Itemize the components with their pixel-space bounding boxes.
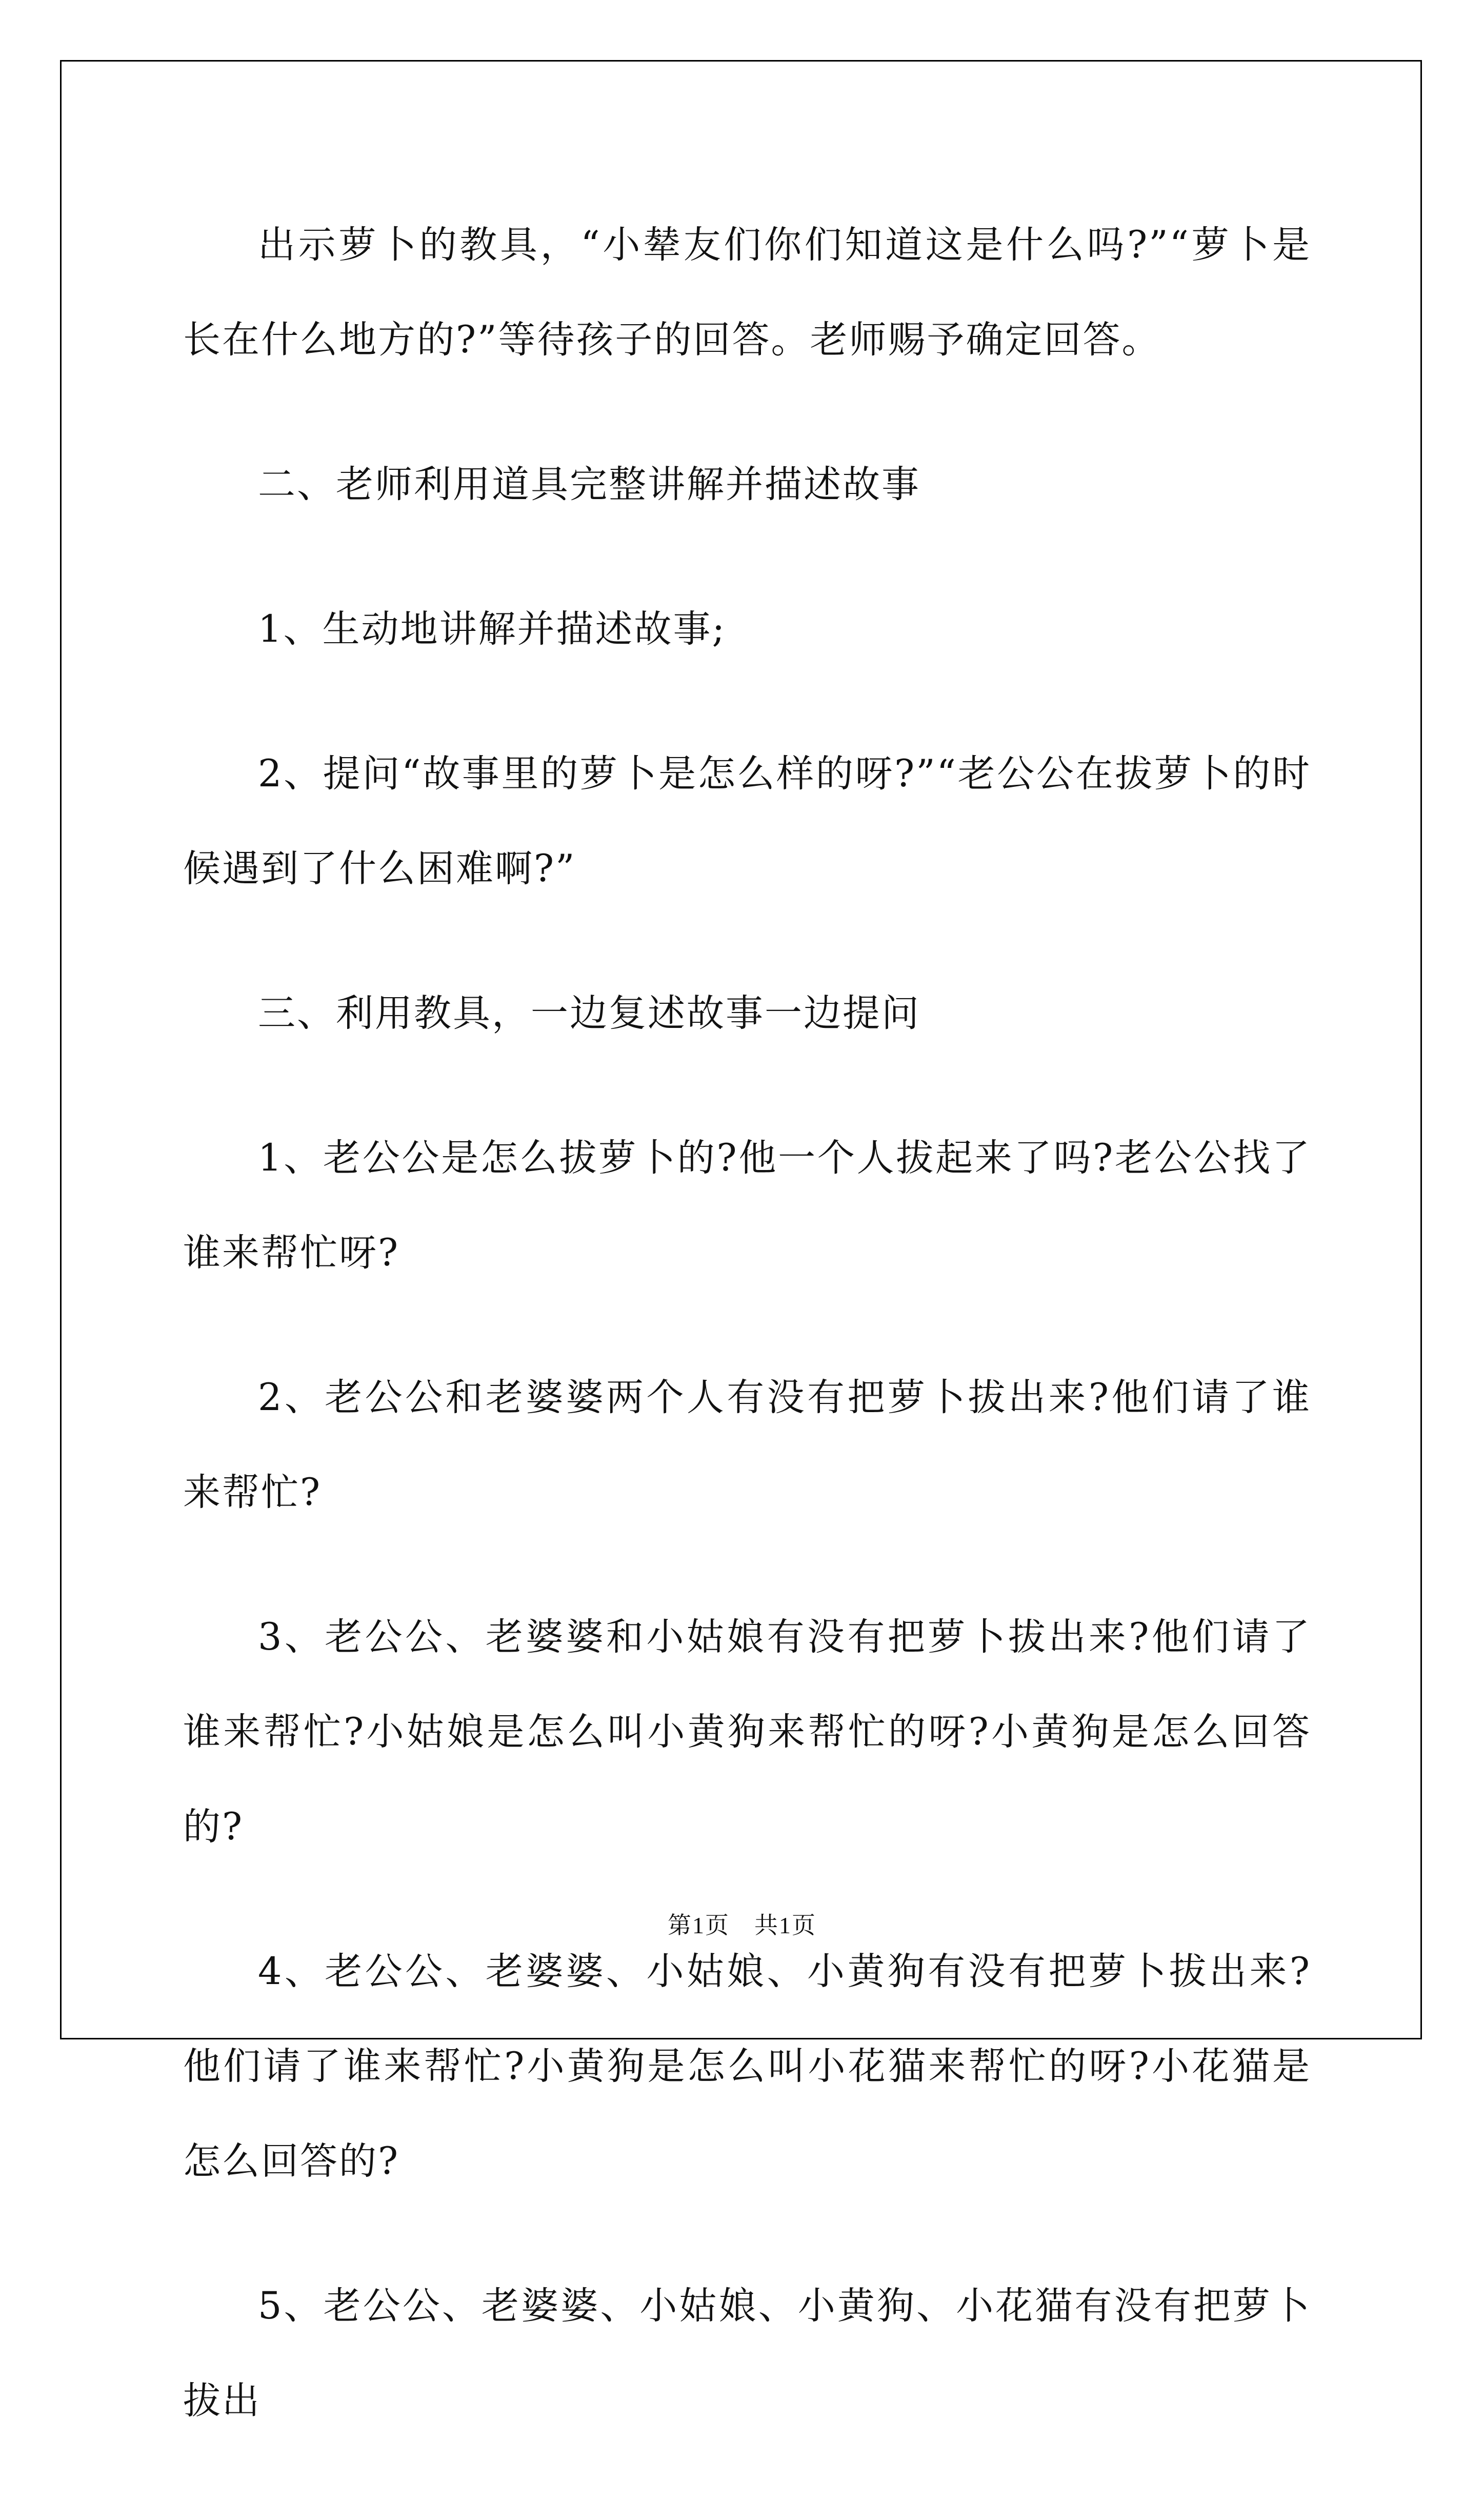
paragraph: 2、提问“故事里的萝卜是怎么样的呀?”“老公公在拔萝卜的时候遇到了什么困难啊?” [183, 752, 1311, 890]
page-number-footer: 第1页 共1页 [668, 1912, 816, 1938]
section-heading: 三、利用教具，一边复述故事一边提问 [258, 992, 920, 1035]
paragraph: 4、老公公、老婆婆、小姑娘、小黄狗有没有把萝卜拔出来?他们请了谁来帮忙?小黄狗是怎么叫小花猫来帮忙的呀?小花猫是怎么回答的? [183, 1950, 1311, 2183]
section-heading: 二、老师利用道具完整讲解并描述故事 [258, 463, 920, 506]
paragraph: 5、老公公、老婆婆、小姑娘、小黄狗、小花猫有没有把萝卜拔出 [183, 2284, 1311, 2423]
paragraph: 1、生动地讲解并描述故事; [258, 607, 727, 651]
paragraph: 1、老公公是怎么拔萝卜的?他一个人拔起来了吗?老公公找了谁来帮忙呀? [183, 1136, 1311, 1275]
paragraph: 2、老公公和老婆婆两个人有没有把萝卜拔出来?他们请了谁来帮忙? [183, 1376, 1311, 1514]
paragraph: 3、老公公、老婆婆和小姑娘有没有把萝卜拔出来?他们请了谁来帮忙?小姑娘是怎么叫小黄狗来帮忙的呀?小黄狗是怎么回答的? [183, 1615, 1311, 1849]
paragraph: 出示萝卜的教具，“小辇友们你们知道这是什么吗?”“萝卜是长在什么地方的?”等待孩子的回答。老师赐予确定回答。 [183, 223, 1311, 362]
document-body [183, 197, 1311, 2498]
